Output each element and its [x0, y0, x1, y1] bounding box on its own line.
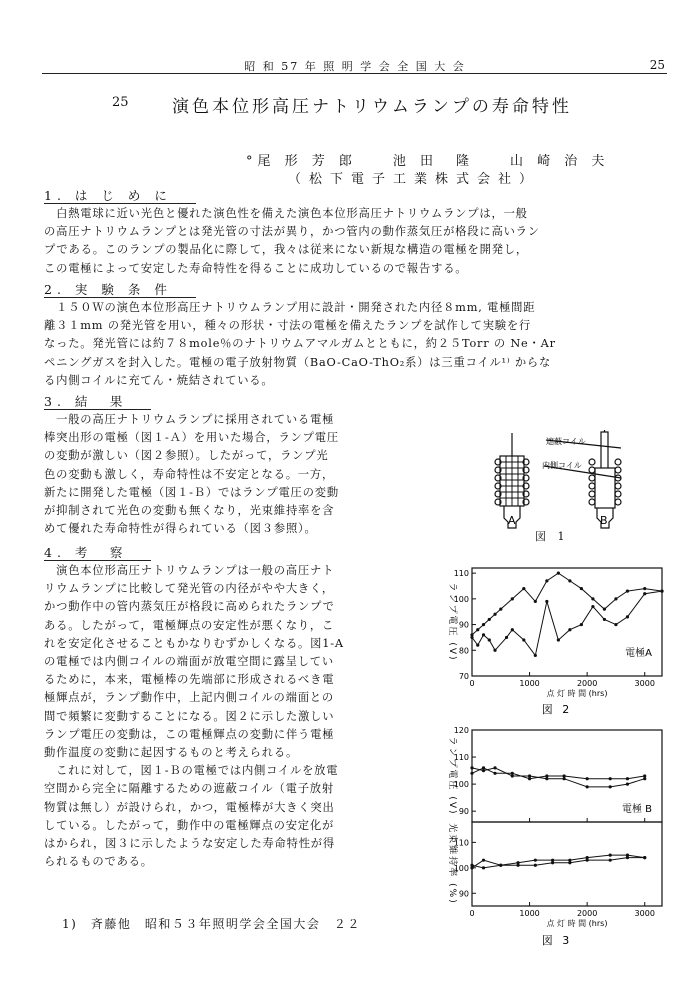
text-line: プである。このランプの製品化に際して，我々は従来にない新規な構造の電極を開発し，	[44, 243, 528, 257]
data-point	[626, 590, 629, 593]
data-point	[493, 766, 496, 769]
chart-annotation: 電極 B	[621, 804, 652, 815]
data-point	[534, 864, 537, 867]
y-tick-label: 90	[458, 807, 469, 817]
data-point	[493, 649, 496, 652]
data-point	[568, 579, 571, 582]
section-heading-3-text: 3. 結 果	[44, 394, 151, 410]
chart-annotation: 電極A	[625, 648, 652, 659]
text-line: 新たに開発した電極（図１-Ｂ）ではランプ電圧の変動	[44, 485, 339, 499]
text-line: が抑制されて光色の変動も無くなり，光束維持率を含	[44, 504, 335, 518]
x-axis-label: 点 灯 時 間 (hrs)	[546, 689, 608, 698]
text-line: ランプ電圧の変動は，この電極輝点の変動に伴う電極	[44, 727, 335, 741]
data-point	[557, 572, 560, 575]
data-point	[626, 856, 629, 859]
paper-title: 演色本位形高圧ナトリウムランプの寿命特性	[172, 97, 572, 117]
series-line-2	[472, 591, 662, 655]
y-tick-label: 100	[453, 863, 469, 873]
text-line: ペニングガスを封入した。電極の電子放射物質（BaO-CaO-ThO₂系）は三重コイル¹⁾ からな	[44, 355, 552, 369]
data-point	[563, 774, 566, 777]
authors: °尾 形 芳 郎 池 田 隆 山 崎 治 夫	[246, 154, 610, 169]
data-point	[580, 623, 583, 626]
data-point	[488, 618, 491, 621]
y-tick-label: 110	[453, 753, 469, 763]
text-line: かつ動作中の管内蒸気圧が格段に高められたランプで	[44, 600, 335, 614]
text-line: 演色本位形高圧ナトリウムランプは一般の高圧ナト	[44, 564, 335, 577]
data-point	[643, 587, 646, 590]
data-point	[609, 777, 612, 780]
data-point	[476, 644, 479, 647]
data-point	[586, 777, 589, 780]
data-point	[586, 785, 589, 788]
footnote: 1) 斉藤他 昭和５３年照明学会全国大会 ２２	[62, 917, 361, 931]
data-point	[591, 597, 594, 600]
data-point	[609, 785, 612, 788]
header-rule	[42, 73, 667, 74]
data-point	[522, 638, 525, 641]
data-point	[516, 864, 519, 867]
data-point	[505, 636, 508, 639]
data-point	[626, 615, 629, 618]
data-point	[643, 774, 646, 777]
y-tick-label: 120	[453, 726, 469, 735]
data-point	[511, 772, 514, 775]
series-line-1	[472, 573, 662, 635]
x-tick-label: 0	[469, 679, 475, 688]
x-tick-label: 0	[469, 909, 475, 918]
y-axis-label: ランプ電圧 (V)	[447, 582, 457, 662]
x-tick-label: 1000	[519, 679, 540, 688]
data-point	[534, 654, 537, 657]
data-point	[499, 608, 502, 611]
data-point	[528, 777, 531, 780]
section-heading-2	[44, 280, 196, 298]
y-axis-label: ランプ電圧 (V)	[447, 736, 457, 816]
text-line: 極輝点が，ランプ動作中，上記内側コイルの端面との	[44, 691, 334, 705]
text-line: の電極では内側コイルの端面が放電空間に露呈してい	[44, 655, 334, 669]
data-point	[643, 856, 646, 859]
text-line: なった。発光管には約７８mole％のナトリウムアマルガムとともに，約２５Torr の Ne・Ar	[44, 337, 556, 351]
text-line: の変動が激しい（図２参照）。したがって，ランプ光	[44, 449, 329, 463]
section-heading-4	[44, 543, 151, 561]
text-line: ある。したがって，電極輝点の安定性が悪くなり，こ	[44, 618, 335, 632]
x-tick-label: 2000	[576, 679, 598, 688]
figure-caption: 図 3	[541, 934, 573, 947]
figure-3-chart	[438, 726, 668, 956]
conference-name: 昭 和 57 年 照 明 学 会 全 国 大 会	[244, 60, 466, 73]
section-1-body	[44, 205, 664, 278]
data-point	[626, 777, 629, 780]
data-point	[545, 600, 548, 603]
text-line: の高圧ナトリウムランプとは発光管の寸法が異り，かつ管内の動作蒸気圧が格段に高いラン	[44, 225, 540, 239]
plot-frame-0	[472, 568, 662, 676]
data-point	[482, 633, 485, 636]
y-tick-label: 90	[458, 620, 469, 630]
y-axis-label: 光束維持率 (%)	[447, 823, 457, 905]
y-tick-label: 110	[453, 838, 469, 848]
data-point	[609, 853, 612, 856]
data-point	[591, 605, 594, 608]
text-line: リウムランプに比較して発光管の内径がやや大きく，	[44, 582, 334, 596]
data-point	[470, 864, 473, 867]
text-line: られるものである。	[44, 855, 153, 869]
data-point	[482, 859, 485, 862]
data-point	[482, 623, 485, 626]
page-number: 25	[649, 58, 665, 72]
text-line: はかられ，図３に示したような安定した寿命特性が得	[44, 837, 336, 851]
data-point	[551, 861, 554, 864]
x-tick-label: 2000	[576, 909, 598, 918]
text-line: 物質は無し）が設けられ，かつ，電極棒が大きく突出	[44, 800, 335, 814]
data-point	[660, 590, 663, 593]
paper-number: 25	[112, 95, 129, 110]
data-point	[488, 638, 491, 641]
text-line: これに対して，図１-Ｂの電極では内側コイルを放電	[44, 764, 339, 778]
data-point	[511, 628, 514, 631]
data-point	[499, 864, 502, 867]
y-tick-label: 90	[458, 889, 469, 899]
label-electrode-a: A	[508, 514, 516, 527]
y-tick-label: 70	[458, 672, 469, 681]
text-line: 一般の高圧ナトリウムランプに採用されている電極	[44, 413, 335, 426]
series-line-1	[472, 768, 645, 787]
text-line: れを安定化させることもかなりむずかしくなる。図1-A	[44, 636, 344, 650]
text-line: 離３１mm の発光管を用い，種々の形状・寸法の電極を備えたランプを試作して実験を行	[44, 319, 532, 333]
y-tick-label: 100	[453, 780, 469, 790]
data-point	[568, 861, 571, 864]
x-tick-label: 1000	[519, 909, 540, 918]
x-tick-label: 3000	[634, 909, 655, 918]
section-heading-1	[44, 186, 196, 204]
section-heading-4-text: 4. 考 察	[44, 545, 151, 561]
text-line: めて優れた寿命特性が得られている（図３参照）。	[44, 522, 317, 536]
section-heading-1-text: 1. は じ め に	[44, 188, 196, 204]
data-point	[493, 772, 496, 775]
data-point	[586, 859, 589, 862]
data-point	[470, 772, 473, 775]
text-line: この電極によって安定した寿命特性を得ることに成功しているので報告する。	[44, 261, 468, 275]
text-line: 空間から完全に隔離するための遮蔽コイル（電子放射	[44, 782, 334, 796]
data-point	[614, 623, 617, 626]
label-inner-coil: 内側コイル	[542, 461, 582, 470]
text-line: 動作温度の変動に起因するものと考えられる。	[44, 746, 299, 760]
figure-2-chart	[438, 560, 668, 720]
figure-1-caption: 図 1	[535, 530, 569, 543]
text-line: 棒突出形の電極（図１-Ａ）を用いた場合，ランプ電圧	[44, 431, 339, 445]
text-line: している。したがって，動作中の電極輝点の安定化が	[44, 818, 335, 832]
section-2-body	[44, 299, 664, 390]
label-electrode-b: B	[600, 514, 608, 527]
x-tick-label: 3000	[634, 679, 655, 688]
data-point	[493, 613, 496, 616]
affiliation: （松下電子工業株式会社）	[288, 172, 541, 187]
data-point	[580, 587, 583, 590]
data-point	[470, 636, 473, 639]
data-point	[643, 592, 646, 595]
data-point	[568, 628, 571, 631]
data-point	[522, 587, 525, 590]
y-tick-label: 80	[458, 646, 469, 656]
figure-caption: 図 2	[541, 703, 573, 716]
y-tick-label: 110	[453, 569, 469, 579]
text-line: 色の変動も激しく，寿命特性は不安定となる。一方，	[44, 467, 335, 481]
data-point	[603, 618, 606, 621]
text-line: るために，本来，電極棒の先端部に形成されるべき電	[44, 673, 335, 687]
series-line-2	[472, 858, 645, 868]
text-line: 間で頻繁に変動することになる。図２に示した激しい	[44, 709, 335, 723]
section-heading-3	[44, 392, 151, 410]
data-point	[511, 597, 514, 600]
data-point	[470, 766, 473, 769]
section-3-body	[44, 411, 444, 538]
data-point	[557, 638, 560, 641]
text-line: る内側コイルに充てん・焼結されている。	[44, 373, 274, 387]
text-line: 白熱電球に近い光色と優れた演色性を備えた演色本位形高圧ナトリウムランプは，一般	[44, 207, 528, 220]
section-heading-2-text: 2. 実 験 条 件	[44, 282, 196, 298]
data-point	[545, 774, 548, 777]
label-shield-coil: 遮蔽コイル	[546, 437, 586, 446]
data-point	[482, 866, 485, 869]
x-axis-label: 点 灯 時 間 (hrs)	[546, 919, 608, 928]
data-point	[603, 608, 606, 611]
data-point	[614, 597, 617, 600]
section-4-body	[44, 562, 444, 871]
data-point	[476, 628, 479, 631]
data-point	[609, 859, 612, 862]
y-tick-label: 100	[453, 594, 469, 604]
text-line: １５０Ｗの演色本位形高圧ナトリウムランプ用に設計・開発された内径８mm, 電極間距	[44, 301, 536, 314]
data-point	[482, 766, 485, 769]
data-point	[534, 859, 537, 862]
data-point	[545, 579, 548, 582]
data-point	[626, 783, 629, 786]
data-point	[534, 600, 537, 603]
